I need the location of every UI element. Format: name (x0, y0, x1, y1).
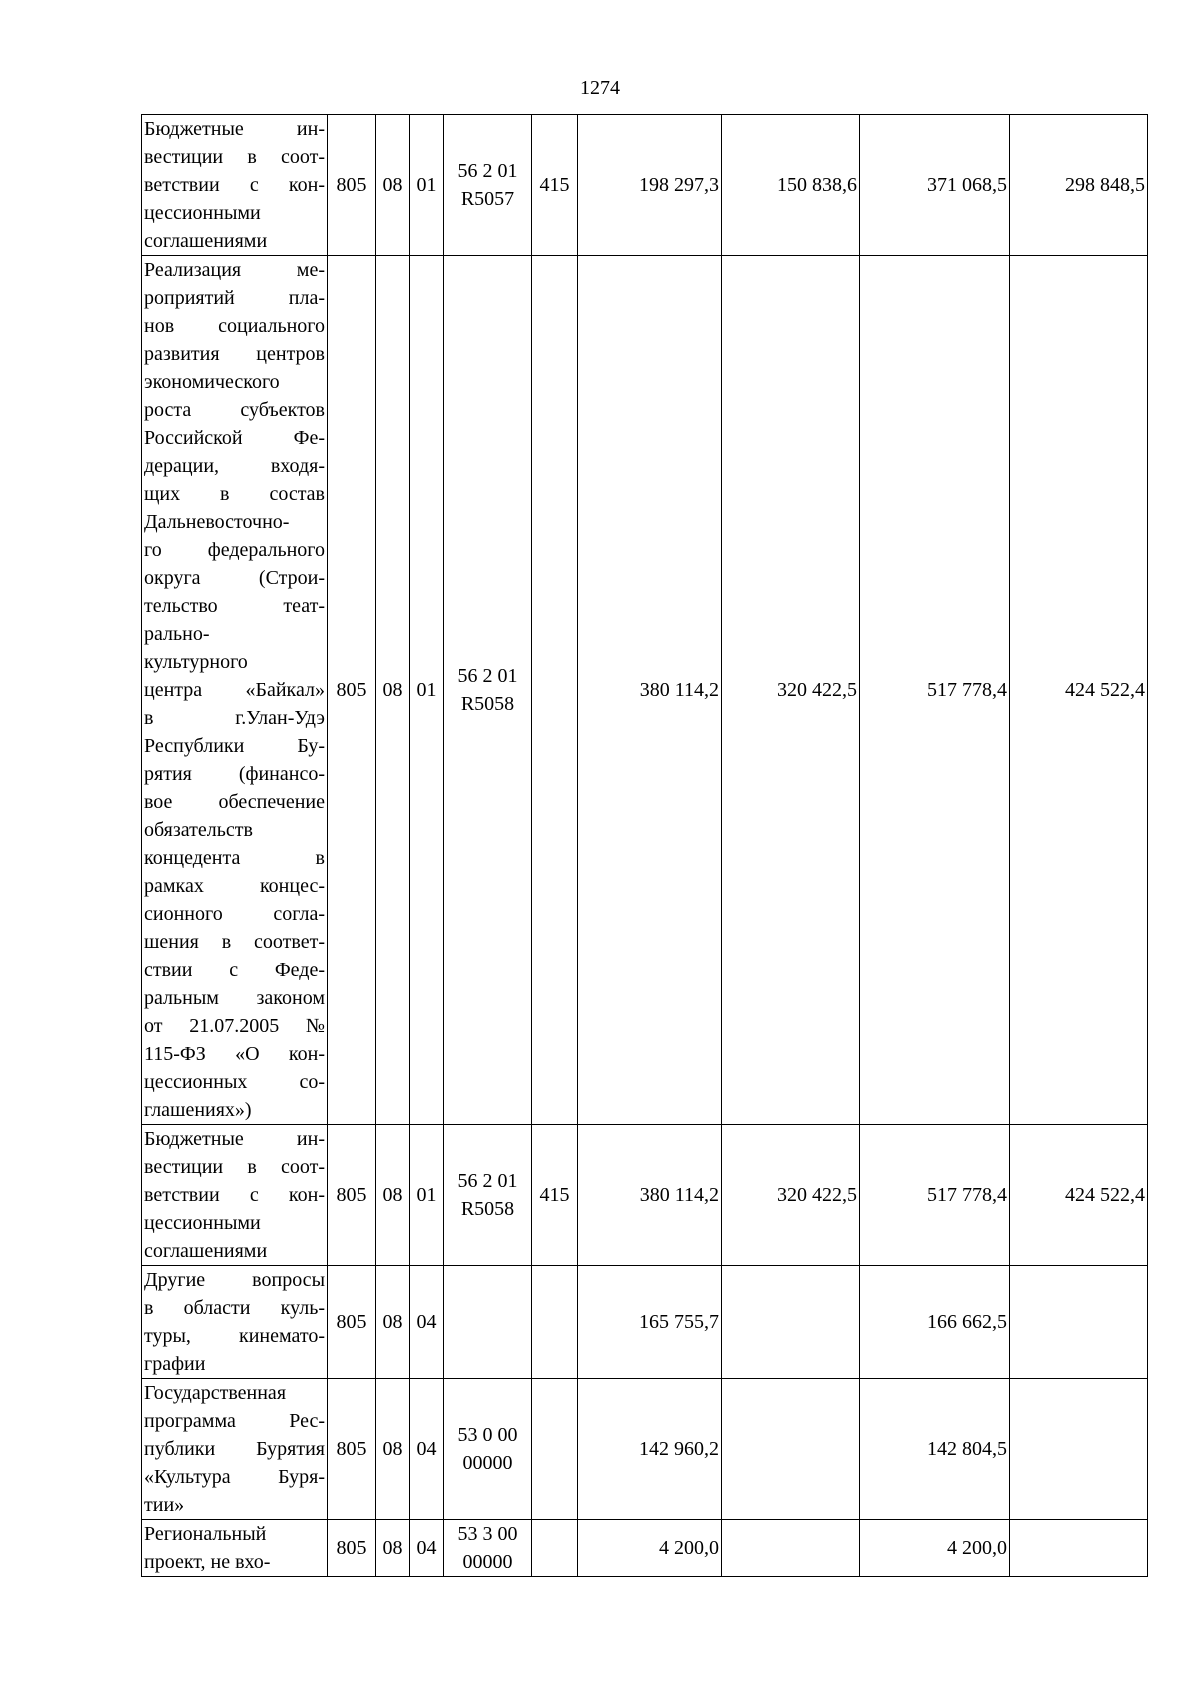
expense-type-cell: 415 (532, 1125, 578, 1266)
subsection-code-cell: 04 (410, 1520, 444, 1577)
amount-cell-4: 298 848,5 (1010, 115, 1148, 256)
target-article-line: 56 2 01 (457, 1170, 518, 1192)
item-name-line: ветствии с кон- (144, 1184, 325, 1206)
section-code-cell: 08 (376, 1266, 410, 1379)
item-name-line: вестиции в соот- (144, 1156, 325, 1178)
ministry-code-cell: 805 (328, 1379, 376, 1520)
target-article-cell (444, 1125, 532, 1266)
target-article-cell (444, 115, 532, 256)
expense-type-cell (532, 1379, 578, 1520)
item-name-line: Российской Фе- (144, 427, 325, 449)
item-name-line: Региональный (144, 1523, 267, 1545)
item-name-line: ральным законом (144, 987, 325, 1009)
target-article-line: 00000 (462, 1551, 513, 1573)
item-name-line: сионного согла- (144, 903, 325, 925)
item-name-cell (142, 115, 328, 256)
item-name-line: «Культура Буря- (144, 1466, 325, 1488)
section-code-cell: 08 (376, 256, 410, 1125)
amount-cell-2: 320 422,5 (722, 256, 860, 1125)
item-name-line: ствии с Феде- (144, 959, 325, 981)
target-article-line: 53 3 00 (457, 1523, 518, 1545)
table-row (142, 1266, 1148, 1379)
item-name-line: 115-ФЗ «О кон- (144, 1043, 325, 1065)
amount-cell-3: 371 068,5 (860, 115, 1010, 256)
amount-cell-4 (1010, 1379, 1148, 1520)
amount-cell-4: 424 522,4 (1010, 1125, 1148, 1266)
section-code-cell: 08 (376, 1520, 410, 1577)
subsection-code-cell: 01 (410, 115, 444, 256)
table-row (142, 1379, 1148, 1520)
expense-type-cell: 415 (532, 115, 578, 256)
item-name-line: роста субъектов (144, 399, 325, 421)
item-name-line: вое обеспечение (144, 791, 325, 813)
item-name-line: цессионными (144, 1212, 261, 1234)
target-article-cell (444, 1520, 532, 1577)
item-name-line: публики Бурятия (144, 1438, 325, 1460)
item-name-line: культурного (144, 651, 248, 673)
item-name-line: Другие вопросы (144, 1269, 325, 1291)
item-name-line: ветствии с кон- (144, 174, 325, 196)
item-name-line: щих в состав (144, 483, 325, 505)
amount-cell-4 (1010, 1266, 1148, 1379)
item-name-line: от 21.07.2005 № (144, 1015, 325, 1037)
item-name-line: проект, не вхо- (144, 1551, 271, 1573)
item-name-line: Республики Бу- (144, 735, 325, 757)
amount-cell-1: 380 114,2 (578, 256, 722, 1125)
item-name-line: глашениях») (144, 1099, 252, 1121)
amount-cell-3: 4 200,0 (860, 1520, 1010, 1577)
target-article-cell (444, 1379, 532, 1520)
item-name-line: концедента в (144, 847, 325, 869)
item-name-line: цессионными (144, 202, 261, 224)
budget-table (141, 114, 1148, 1577)
item-name-line: Бюджетные ин- (144, 1128, 325, 1150)
item-name-line: рятия (финансо- (144, 763, 325, 785)
item-name-cell (142, 1266, 328, 1379)
subsection-code-cell: 04 (410, 1266, 444, 1379)
target-article-line: 00000 (462, 1452, 513, 1474)
item-name-line: роприятий пла- (144, 287, 325, 309)
amount-cell-3: 517 778,4 (860, 256, 1010, 1125)
item-name-line: экономического (144, 371, 280, 393)
item-name-line: цессионных со- (144, 1071, 325, 1093)
amount-cell-3: 166 662,5 (860, 1266, 1010, 1379)
table-row (142, 1125, 1148, 1266)
item-name-line: развития центров (144, 343, 325, 365)
ministry-code-cell: 805 (328, 1266, 376, 1379)
item-name-line: Государственная (144, 1382, 287, 1404)
amount-cell-2 (722, 1379, 860, 1520)
target-article-cell (444, 1266, 532, 1379)
page-number: 1274 (580, 77, 620, 99)
item-name-line: в области куль- (144, 1297, 325, 1319)
item-name-cell (142, 256, 328, 1125)
section-code-cell: 08 (376, 1125, 410, 1266)
item-name-line: дерации, входя- (144, 455, 325, 477)
item-name-line: рально- (144, 623, 210, 645)
item-name-line: Бюджетные ин- (144, 118, 325, 140)
ministry-code-cell: 805 (328, 115, 376, 256)
item-name-line: нов социального (144, 315, 325, 337)
section-code-cell: 08 (376, 115, 410, 256)
amount-cell-3: 142 804,5 (860, 1379, 1010, 1520)
ministry-code-cell: 805 (328, 1125, 376, 1266)
item-name-line: Реализация ме- (144, 259, 325, 281)
item-name-line: центра «Байкал» (144, 679, 325, 701)
table-row (142, 1520, 1148, 1577)
amount-cell-4 (1010, 1520, 1148, 1577)
item-name-line: вестиции в соот- (144, 146, 325, 168)
item-name-line: в г.Улан-Удэ (144, 707, 325, 729)
target-article-line: R5057 (460, 188, 515, 210)
item-name-line: тии» (144, 1494, 185, 1516)
item-name-line: го федерального (144, 539, 325, 561)
target-article-line: 56 2 01 (457, 160, 518, 182)
amount-cell-1: 198 297,3 (578, 115, 722, 256)
table-row (142, 256, 1148, 1125)
amount-cell-2: 150 838,6 (722, 115, 860, 256)
subsection-code-cell: 01 (410, 256, 444, 1125)
amount-cell-1: 142 960,2 (578, 1379, 722, 1520)
amount-cell-2 (722, 1520, 860, 1577)
item-name-line: рамках концес- (144, 875, 325, 897)
amount-cell-1: 380 114,2 (578, 1125, 722, 1266)
ministry-code-cell: 805 (328, 1520, 376, 1577)
table-body (142, 115, 1148, 1577)
table-row (142, 115, 1148, 256)
item-name-line: соглашениями (144, 1240, 268, 1262)
amount-cell-1: 165 755,7 (578, 1266, 722, 1379)
expense-type-cell (532, 1520, 578, 1577)
item-name-line: туры, кинемато- (144, 1325, 325, 1347)
item-name-cell (142, 1125, 328, 1266)
item-name-cell (142, 1520, 328, 1577)
target-article-line: R5058 (460, 1198, 515, 1220)
item-name-cell (142, 1379, 328, 1520)
item-name-line: обязательств (144, 819, 253, 841)
expense-type-cell (532, 256, 578, 1125)
item-name-line: программа Рес- (144, 1410, 325, 1432)
amount-cell-2: 320 422,5 (722, 1125, 860, 1266)
ministry-code-cell: 805 (328, 256, 376, 1125)
item-name-line: округа (Строи- (144, 567, 325, 589)
amount-cell-4: 424 522,4 (1010, 256, 1148, 1125)
item-name-line: шения в соответ- (144, 931, 325, 953)
subsection-code-cell: 01 (410, 1125, 444, 1266)
subsection-code-cell: 04 (410, 1379, 444, 1520)
item-name-line: тельство теат- (144, 595, 325, 617)
item-name-line: соглашениями (144, 230, 268, 252)
amount-cell-1: 4 200,0 (578, 1520, 722, 1577)
amount-cell-3: 517 778,4 (860, 1125, 1010, 1266)
target-article-line: R5058 (460, 693, 515, 715)
item-name-line: Дальневосточно- (144, 511, 290, 533)
section-code-cell: 08 (376, 1379, 410, 1520)
expense-type-cell (532, 1266, 578, 1379)
target-article-cell (444, 256, 532, 1125)
target-article-line: 53 0 00 (457, 1424, 518, 1446)
item-name-line: графии (144, 1353, 206, 1375)
target-article-line: 56 2 01 (457, 665, 518, 687)
amount-cell-2 (722, 1266, 860, 1379)
